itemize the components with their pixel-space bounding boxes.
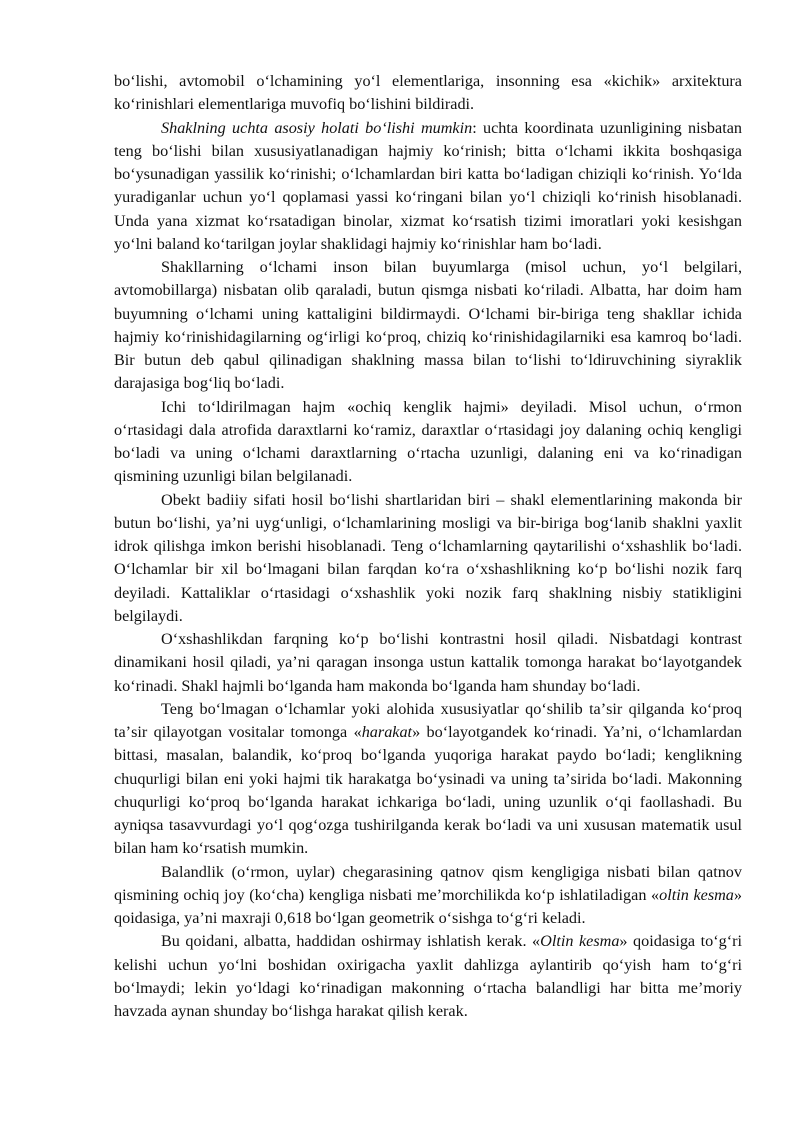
text-run: Teng boʻlmagan oʻlchamlar yoki alohida xususiyatlar qoʻshilib taʼsir qilganda koʻproq taʼsir qilayotgan vositalar tomonga « (114, 699, 742, 741)
text-run: Bu qoidani, albatta, haddidan oshirmay ishlatish kerak. « (161, 932, 541, 951)
italic-text: harakat (361, 723, 413, 741)
paragraph (114, 861, 742, 931)
document-page (114, 70, 742, 1023)
paragraph (114, 70, 742, 117)
paragraph (114, 117, 742, 257)
text-run: : uchta koordinata uzunligining nisbatan teng boʻlishi bilan xususiyatlanadigan hajmiy koʻrinish; bitta oʻlchami ikkita boshqasiga boʻysunadigan yassilik koʻrinishi; oʻlchamlardan biri katta boʻladigan chiziqli koʻrinish. Yoʻlda yuradiganlar uchun yoʻl qoplamasi yassi koʻringani bilan yoʻl chiziqli koʻrinish hisoblanadi. Unda yana xizmat koʻrsatadigan binolar, xizmat koʻrsatish tizimi imoratlari yoki kesishgan yoʻlni baland koʻtarilgan joylar shaklidagi hajmiy koʻrinishlar ham boʻladi. (114, 118, 742, 253)
text-run: Balandlik (oʻrmon, uylar) chegarasining qatnov qism kengligiga nisbati bilan qatnov qismining ochiq joy (koʻcha) kengliga nisbati meʼmorchilikda koʻp ishlatiladigan « (114, 862, 742, 904)
text-run: Ichi toʻldirilmagan hajm «ochiq kenglik hajmi» deyiladi. Misol uchun, oʻrmon oʻrtasidagi dala atrofida daraxtlarni koʻramiz, daraxtlar oʻrtasidagi joy dalaning ochiq kengligi boʻladi va uning oʻlchami daraxtlarning oʻrtacha uzunligi, dalaning eni va koʻrinadigan qismining uzunligi bilan belgilanadi. (114, 397, 742, 486)
paragraph (114, 256, 742, 396)
text-run: » qoidasiga, yaʼni maxraji 0,618 boʻlgan geometrik oʻsishga toʻgʻri keladi. (114, 885, 742, 927)
text-run: boʻlishi, avtomobil oʻlchamining yoʻl elementlariga, insonning esa «kichik» arxitektura koʻrinishlari elementlariga muvofiq boʻlishini bildiradi. (114, 72, 742, 114)
paragraph (114, 396, 742, 489)
paragraph (114, 698, 742, 861)
text-run: » boʻlayotgandek koʻrinadi. Yaʼni, oʻlchamlardan bittasi, masalan, balandik, koʻproq boʻlganda yuqoriga harakat paydo boʻladi; kenglikning chuqurligi bilan eni yoki hajmi tik harakatga boʻysinadi va uning taʼsirida boʻladi. Makonning chuqurligi koʻproq boʻlganda harakat ichkariga boʻladi, uning uzunlik oʻqi faollashadi. Bu ayniqsa tasavvurdagi yoʻl qogʻozga tushirilganda kerak boʻladi va uni xususan matematik usul bilan ham koʻrsatish mumkin. (114, 723, 743, 858)
text-run: » qoidasiga toʻgʻri kelishi uchun yoʻlni boshidan oxirigacha yaxlit dahlizga aylantirib qoʻyish ham toʻgʻri boʻlmaydi; lekin yoʻldagi koʻrinadigan makonning oʻrtacha balandligi har bitta meʼmoriy havzada aynan shunday boʻlishga harakat qilish kerak. (114, 932, 742, 1020)
italic-text: Shaklning uchta asosiy holati boʻlishi mumkin (161, 118, 473, 137)
italic-text: Oltin kesma (540, 932, 620, 951)
paragraph (114, 489, 742, 629)
text-run: Shakllarning oʻlchami inson bilan buyumlarga (misol uchun, yoʻl belgilari, avtomobillarga) nisbatan olib qaraladi, butun qismga nisbati koʻriladi. Albatta, har doim ham buyumning oʻlchami uning kattaligini bildirmaydi. Oʻlchami bir-biriga teng shakllar ichida hajmiy koʻrinishidagilarning ogʻirligi koʻproq, chiziq koʻrinishidagilarniki esa kamroq boʻladi. Bir butun deb qabul qilinadigan shaklning massa bilan toʻlishi toʻldiruvchining siyraklik darajasiga bogʻliq boʻladi. (114, 258, 742, 393)
text-run: Obekt badiiy sifati hosil boʻlishi shartlaridan biri – shakl elementlarining makonda bir butun boʻlishi, yaʼni uygʻunligi, oʻlchamlarining mosligi va bir-biriga bogʻlanib shaklni yaxlit idrok qilishga imkon berishi hisoblanadi. Teng oʻlchamlarning qaytarilishi oʻxshashlik boʻladi. Oʻlchamlar bir xil boʻlmagani bilan farqdan koʻra oʻxshashlikning koʻp boʻlishi nozik farq deyiladi. Kattaliklar oʻrtasidagi oʻxshashlik yoki nozik farq shaklning nisbiy statikligini belgilaydi. (114, 490, 742, 625)
text-run: Oʻxshashlikdan farqning koʻp boʻlishi kontrastni hosil qiladi. Nisbatdagi kontrast dinamikani hosil qiladi, yaʼni qaragan insonga ustun kattalik tomonga harakat boʻlayotgandek koʻrinadi. Shakl hajmli boʻlganda ham makonda boʻlganda ham shunday boʻladi. (114, 630, 742, 695)
paragraph (114, 628, 742, 698)
paragraph (114, 930, 742, 1023)
italic-text: oltin kesma (659, 885, 734, 904)
